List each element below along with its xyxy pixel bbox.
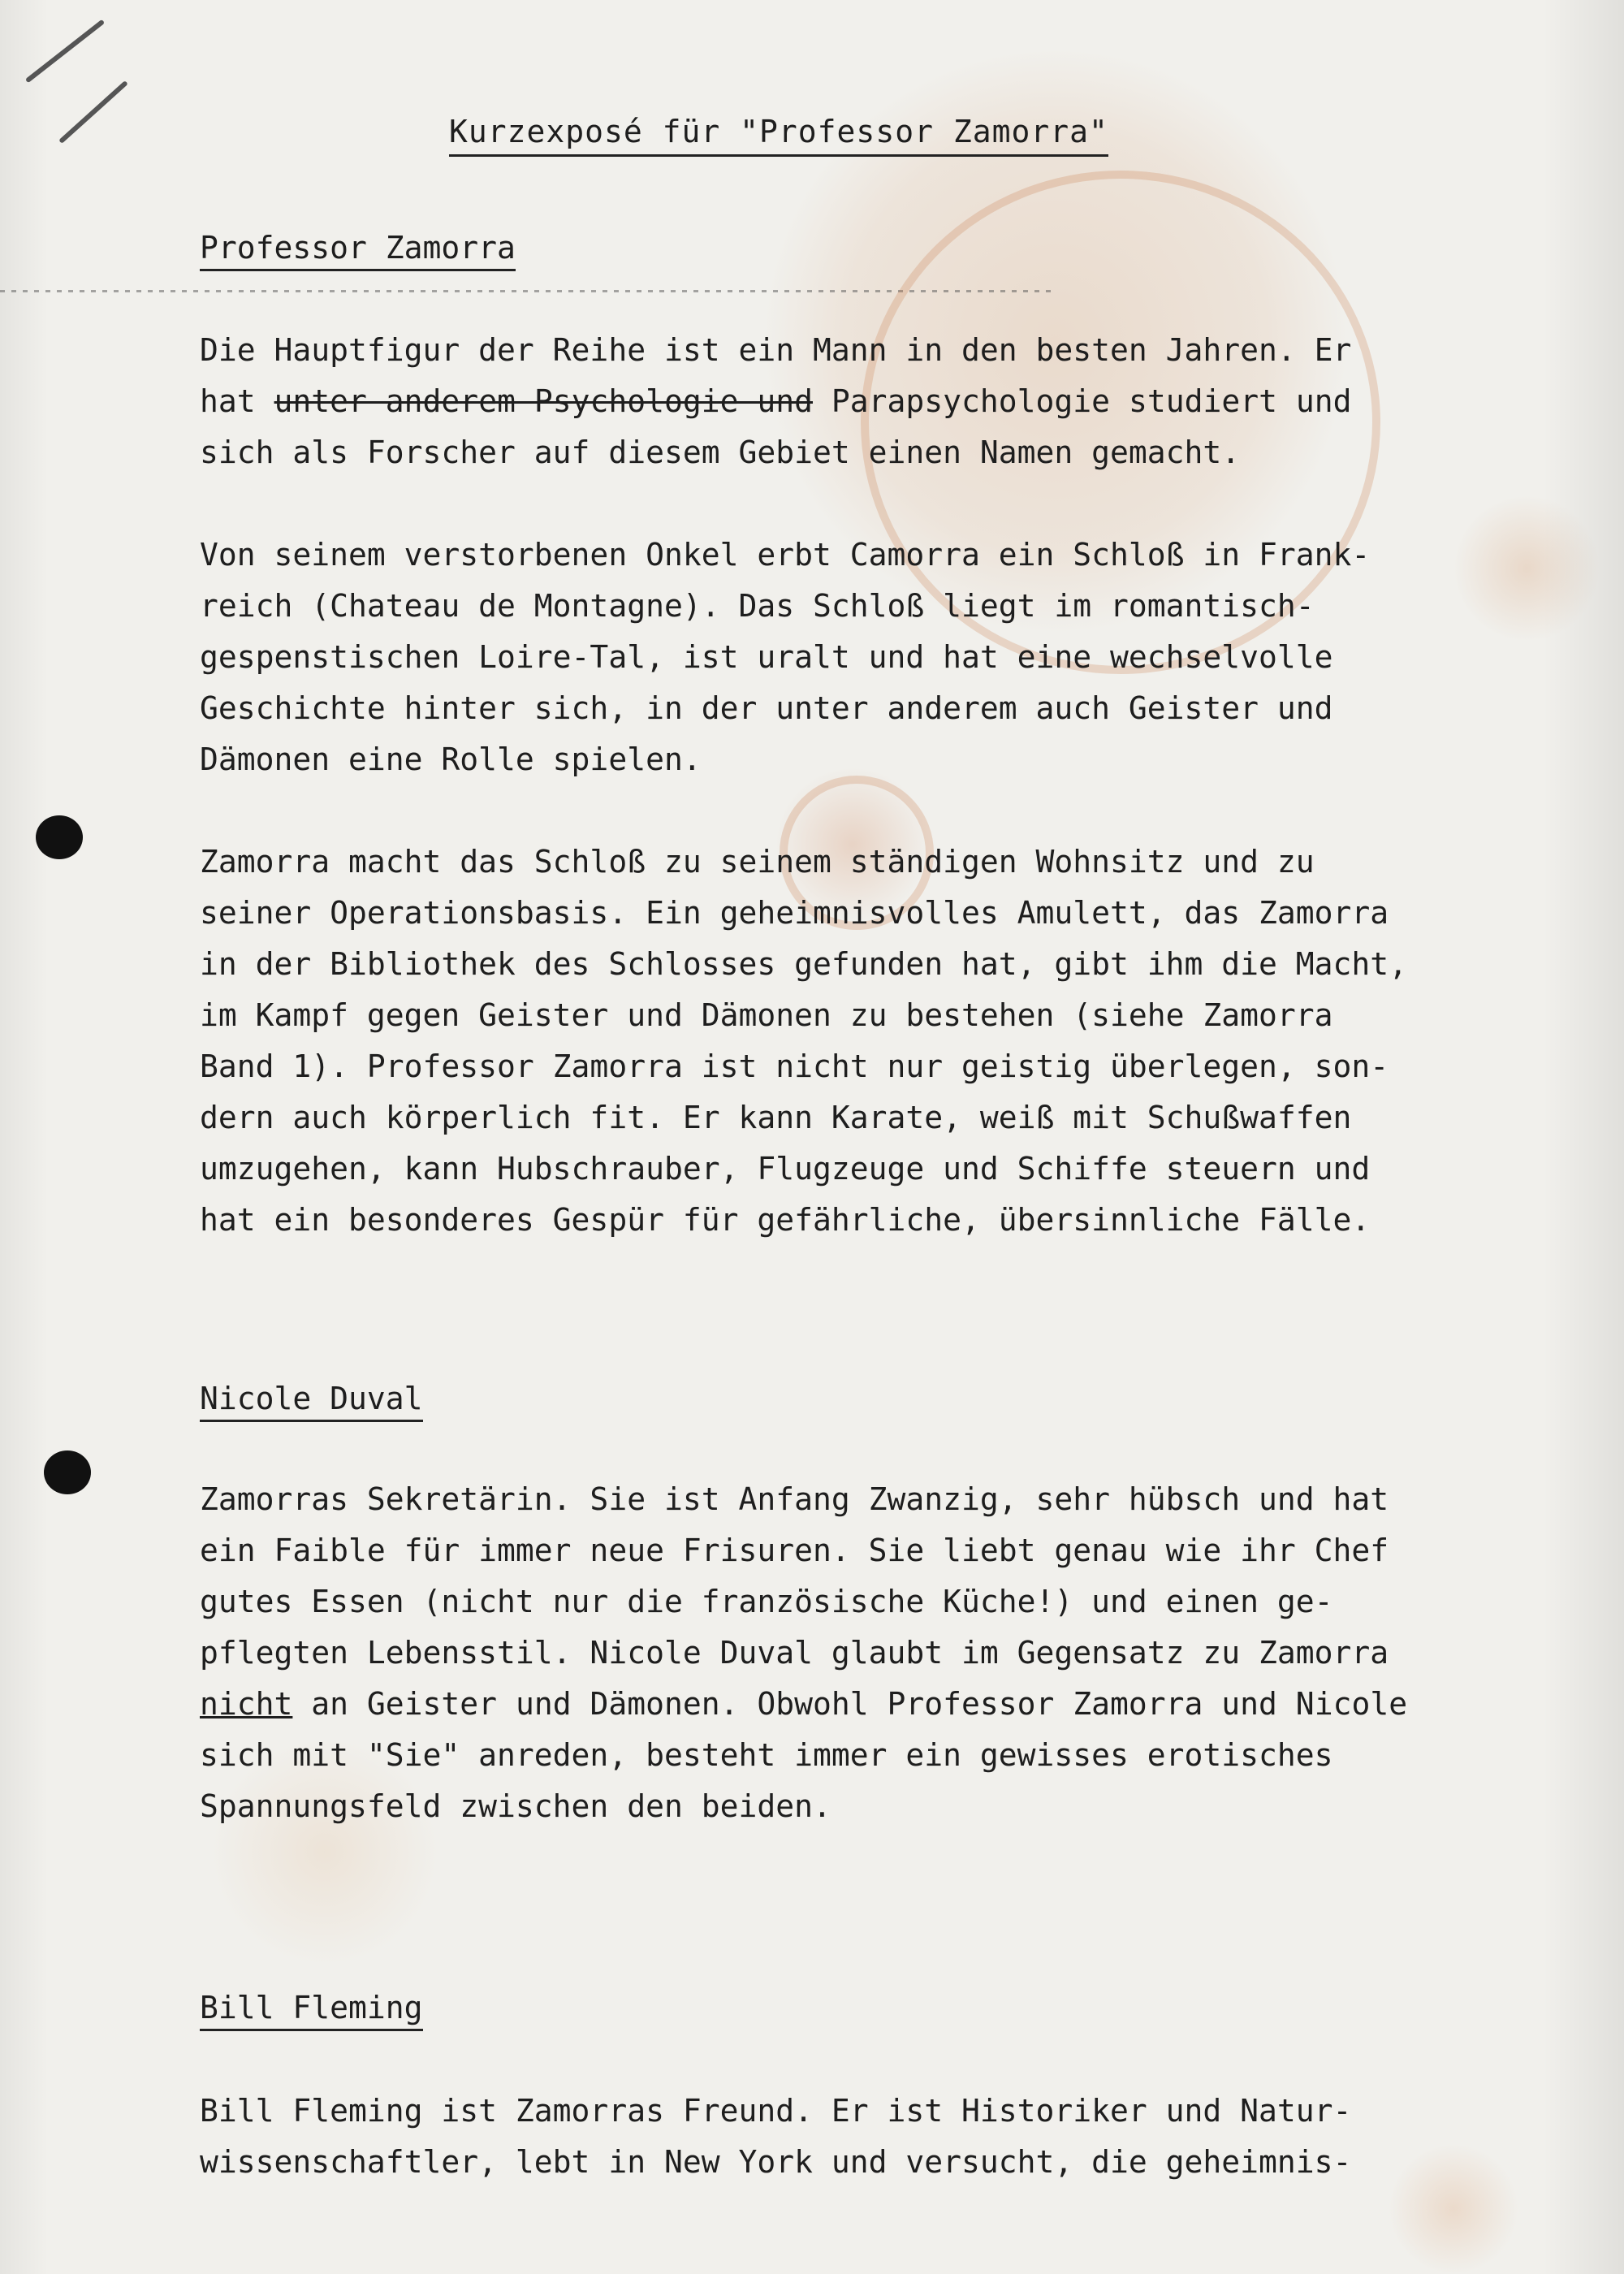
text-line: Von seinem verstorbenen Onkel erbt Camorra ein Schloß in Frank- xyxy=(200,537,1371,573)
text-line xyxy=(200,1679,1580,1730)
text-line xyxy=(200,376,1580,427)
text-segment: hat xyxy=(200,383,256,419)
text-line: in der Bibliothek des Schlosses gefunden hat, gibt ihm die Macht, xyxy=(200,946,1408,982)
text-line: im Kampf gegen Geister und Dämonen zu bestehen (siehe Zamorra xyxy=(200,997,1333,1033)
paragraph xyxy=(200,1474,1580,1832)
section-heading-nicole-duval: Nicole Duval xyxy=(200,1381,423,1422)
text-line: sich mit "Sie" anreden, besteht immer ein gewisses erotisches xyxy=(200,1737,1333,1773)
text-segment: an Geister und Dämonen. Obwohl Professor Zamorra und Nicole xyxy=(311,1686,1408,1722)
paragraph xyxy=(200,837,1580,1246)
text-line: Die Hauptfigur der Reihe ist ein Mann in den besten Jahren. Er xyxy=(200,332,1352,368)
text-line: Zamorra macht das Schloß zu seinem ständigen Wohnsitz und zu xyxy=(200,844,1315,880)
text-line: hat ein besonderes Gespür für gefährliche, übersinnliche Fälle. xyxy=(200,1202,1371,1238)
punch-hole xyxy=(36,815,83,859)
text-line: wissenschaftler, lebt in New York und versucht, die geheimnis- xyxy=(200,2144,1352,2180)
underlined-text: nicht xyxy=(200,1686,293,1722)
text-line: Bill Fleming ist Zamorras Freund. Er ist Historiker und Natur- xyxy=(200,2093,1352,2129)
text-line: reich (Chateau de Montagne). Das Schloß liegt im romantisch- xyxy=(200,588,1315,624)
struck-out-text: unter anderem Psychologie und xyxy=(274,383,813,419)
section-heading-bill-fleming: Bill Fleming xyxy=(200,1990,423,2031)
text-line: pflegten Lebensstil. Nicole Duval glaubt im Gegensatz zu Zamorra xyxy=(200,1635,1389,1671)
text-line: Band 1). Professor Zamorra ist nicht nur geistig überlegen, son- xyxy=(200,1048,1389,1084)
text-line: Zamorras Sekretärin. Sie ist Anfang Zwanzig, sehr hübsch und hat xyxy=(200,1481,1389,1517)
staple-mark xyxy=(58,80,128,144)
text-line: Dämonen eine Rolle spielen. xyxy=(200,741,702,777)
text-line: Geschichte hinter sich, in der unter anderem auch Geister und xyxy=(200,690,1333,726)
text-line: gutes Essen (nicht nur die französische Küche!) und einen ge- xyxy=(200,1584,1333,1619)
text-line: ein Faible für immer neue Frisuren. Sie liebt genau wie ihr Chef xyxy=(200,1533,1389,1568)
punch-hole xyxy=(44,1450,91,1494)
text-line: umzugehen, kann Hubschrauber, Flugzeuge und Schiffe steuern und xyxy=(200,1151,1371,1187)
section-heading-professor-zamorra: Professor Zamorra xyxy=(200,230,516,271)
text-line: Spannungsfeld zwischen den beiden. xyxy=(200,1788,831,1824)
paragraph xyxy=(200,530,1580,785)
text-line: dern auch körperlich fit. Er kann Karate, weiß mit Schußwaffen xyxy=(200,1100,1352,1135)
text-line: sich als Forscher auf diesem Gebiet einen Namen gemacht. xyxy=(200,434,1241,470)
paragraph xyxy=(200,2086,1580,2188)
staple-mark xyxy=(25,19,105,84)
document-title: Kurzexposé für "Professor Zamorra" xyxy=(449,114,1108,157)
text-segment: Parapsychologie studiert und xyxy=(831,383,1352,419)
text-line: seiner Operationsbasis. Ein geheimnisvolles Amulett, das Zamorra xyxy=(200,895,1389,931)
paragraph xyxy=(200,325,1580,478)
text-line: gespenstischen Loire-Tal, ist uralt und hat eine wechselvolle xyxy=(200,639,1333,675)
